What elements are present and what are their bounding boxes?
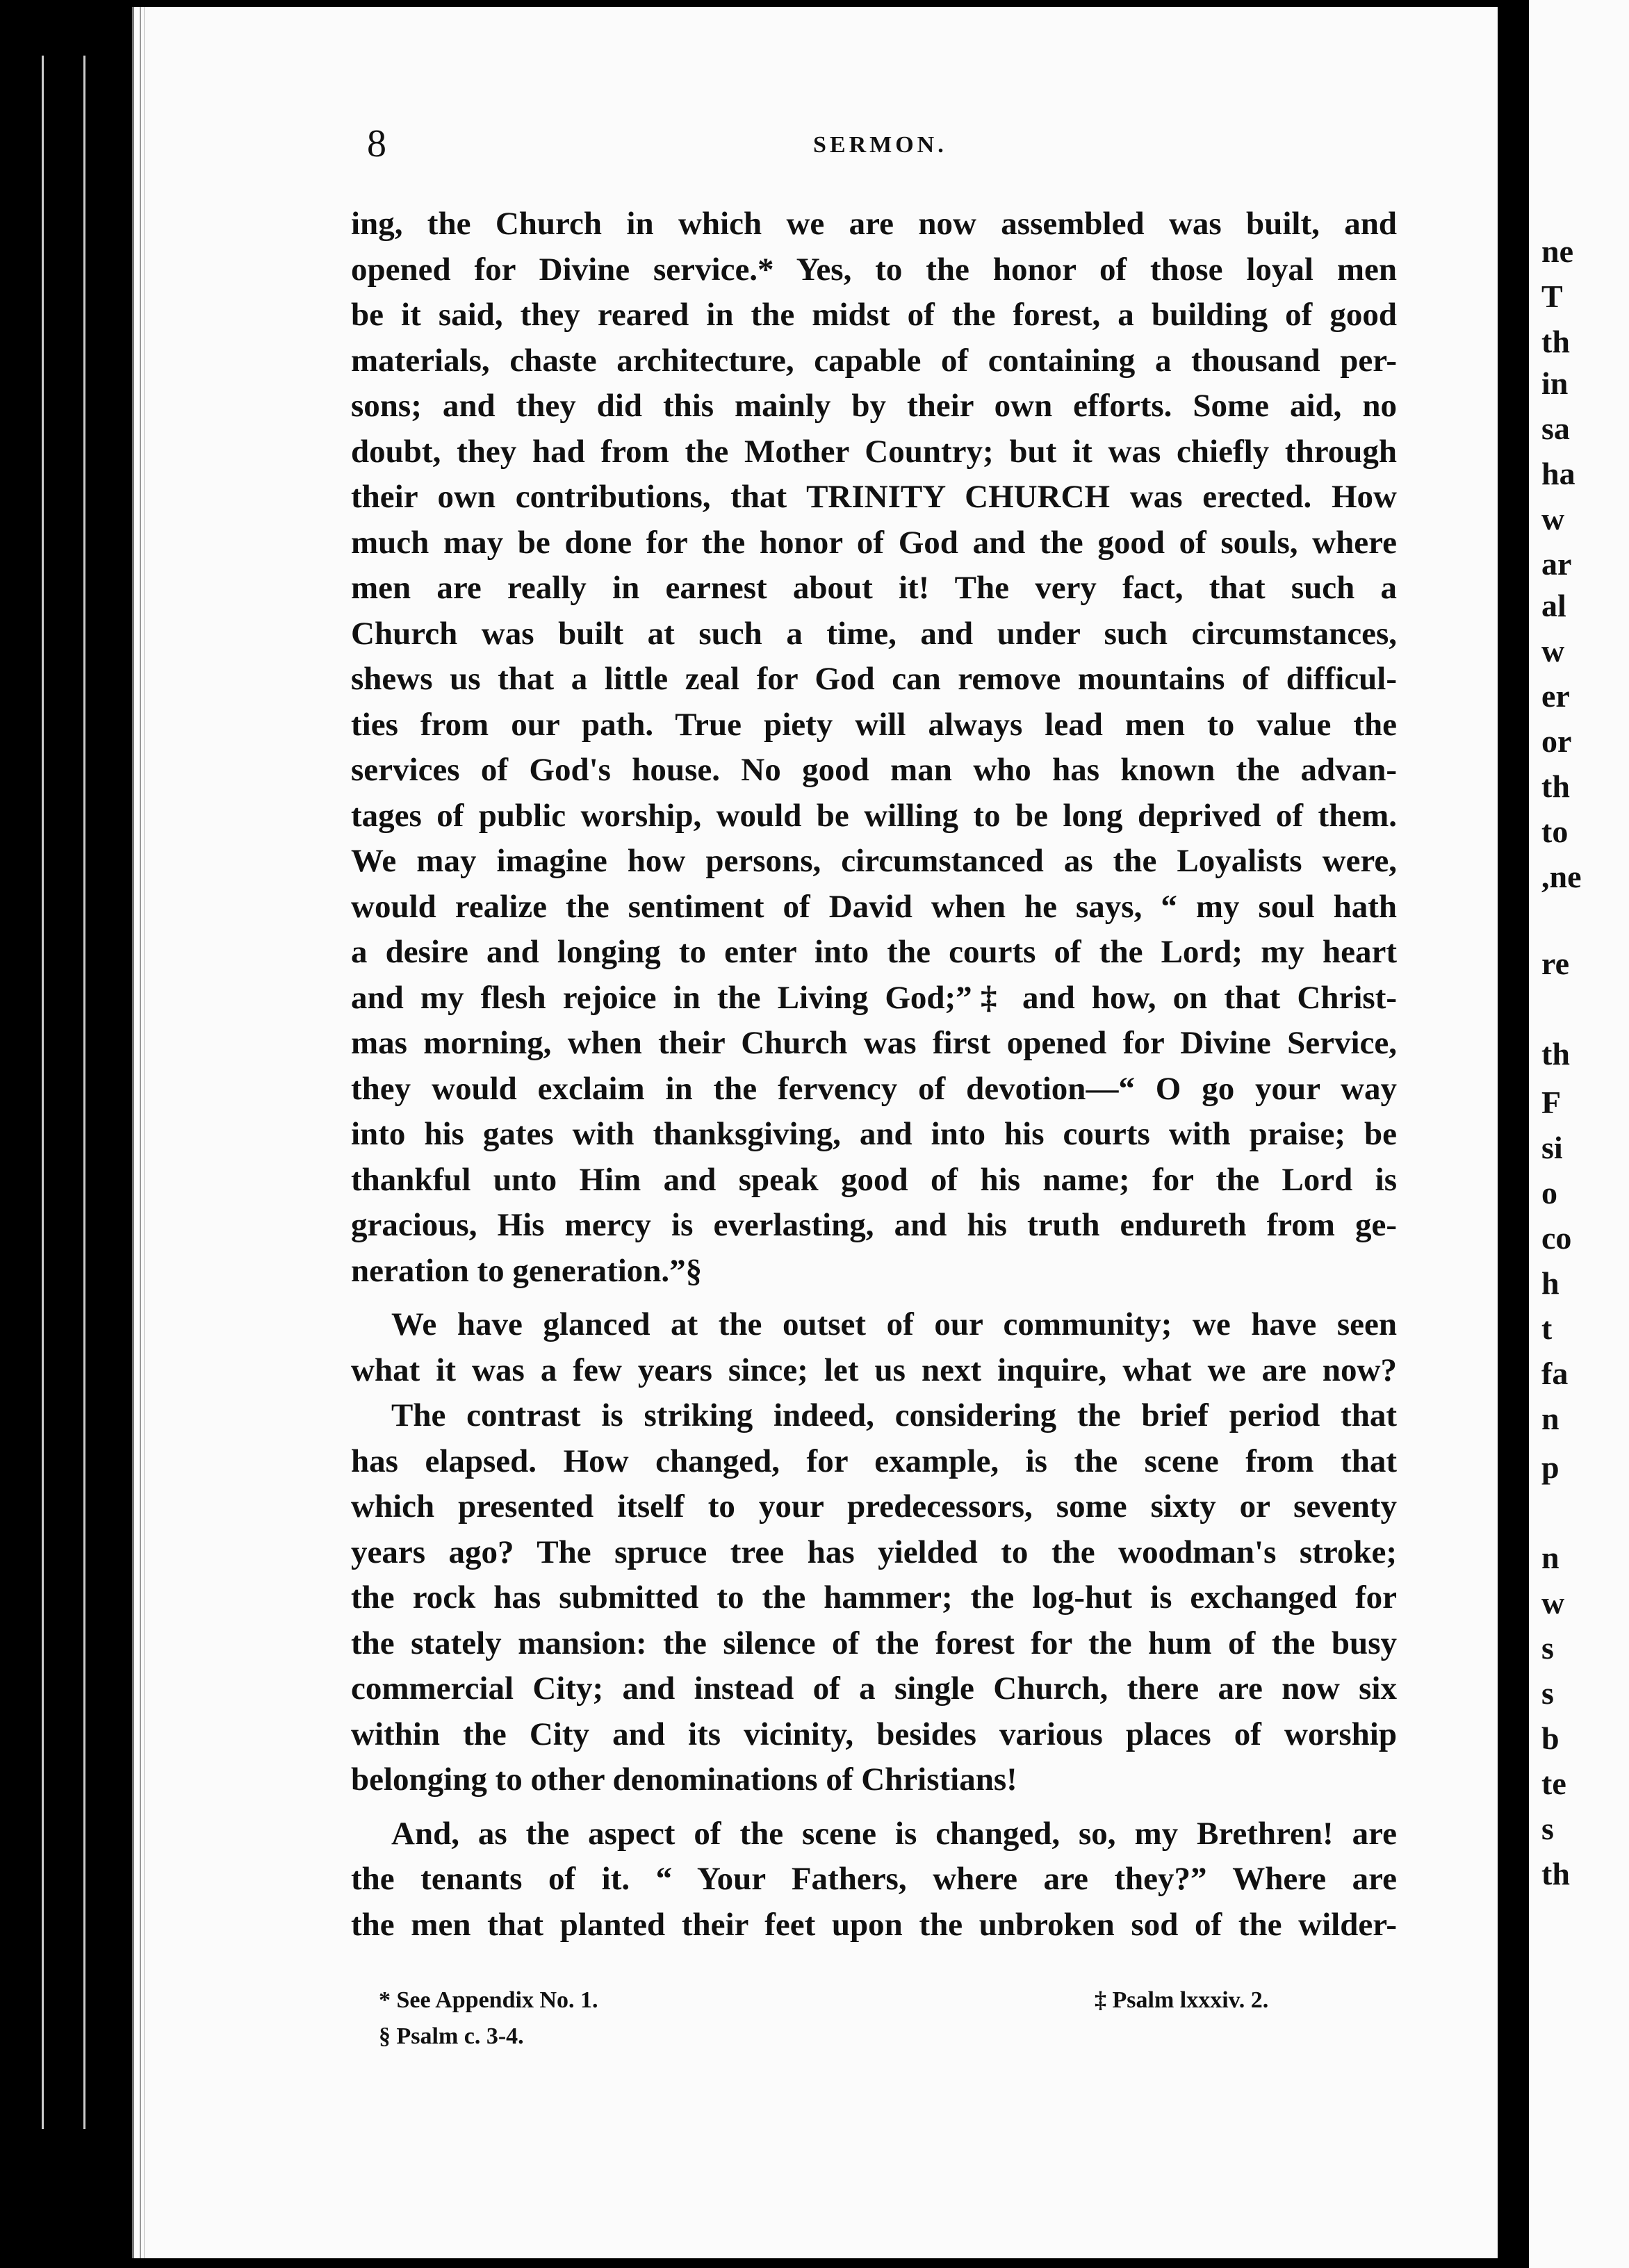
- adjacent-page-text: sa: [1541, 411, 1570, 446]
- adjacent-page-fragment: [1529, 0, 1629, 2268]
- text-line: which presented itself to your predecessors, some sixty or seventy: [351, 1488, 1397, 1525]
- text-line: thankful unto Him and speak good of his name; for the Lord is: [351, 1161, 1397, 1198]
- adjacent-page-text: h: [1541, 1265, 1560, 1301]
- text-line: ing, the Church in which we are now assembled was built, and: [351, 206, 1397, 242]
- adjacent-page-text: in: [1541, 365, 1569, 401]
- text-line: mas morning, when their Church was first opened for Divine Service,: [351, 1025, 1397, 1061]
- adjacent-page-text: co: [1541, 1220, 1572, 1256]
- text-line: and my flesh rejoice in the Living God;”‡ and how, on that Christ-: [351, 979, 1397, 1016]
- text-line: The contrast is striking indeed, considering the brief period that: [391, 1397, 1397, 1433]
- adjacent-page-text: ar: [1541, 546, 1572, 582]
- adjacent-page-text: n: [1541, 1401, 1560, 1436]
- footnote: ‡ Psalm lxxxiv. 2.: [1095, 1987, 1269, 2013]
- adjacent-page-text: re: [1541, 946, 1570, 981]
- text-line: the stately mansion: the silence of the forest for the hum of the busy: [351, 1625, 1397, 1661]
- adjacent-page-text: th: [1541, 324, 1570, 359]
- adjacent-page-text: o: [1541, 1175, 1557, 1210]
- adjacent-page-text: T: [1541, 279, 1563, 314]
- adjacent-page-text: te: [1541, 1766, 1566, 1801]
- page-number: 8: [367, 122, 386, 165]
- body-text: [351, 202, 1397, 1948]
- text-line: they would exclaim in the fervency of devotion—“ O go your way: [351, 1070, 1397, 1107]
- text-line: And, as the aspect of the scene is changed, so, my Brethren! are: [391, 1815, 1397, 1852]
- text-line: opened for Divine service.* Yes, to the honor of those loyal men: [351, 251, 1397, 288]
- text-line: the rock has submitted to the hammer; the log-hut is exchanged for: [351, 1579, 1397, 1616]
- adjacent-page-text: or: [1541, 723, 1572, 759]
- adjacent-page-text: th: [1541, 1036, 1570, 1071]
- text-line: years ago? The spruce tree has yielded to the woodman's stroke;: [351, 1534, 1397, 1570]
- text-line: within the City and its vicinity, besides various places of worship: [351, 1716, 1397, 1752]
- text-line: We may imagine how persons, circumstanced as the Loyalists were,: [351, 843, 1397, 879]
- text-line: be it said, they reared in the midst of the forest, a building of good: [351, 297, 1397, 333]
- adjacent-page-text: F: [1541, 1085, 1562, 1120]
- text-line: their own contributions, that TRINITY CHURCH was erected. How: [351, 479, 1397, 515]
- adjacent-page-text: ne: [1541, 233, 1573, 269]
- adjacent-page-text: fa: [1541, 1356, 1569, 1391]
- text-line: would realize the sentiment of David when he says, “ my soul hath: [351, 888, 1397, 925]
- scan-speck: [6, 1414, 26, 1429]
- text-line: the tenants of it. “ Your Fathers, where are they?” Where are: [351, 1861, 1397, 1897]
- scan-edge-line: [42, 56, 44, 2129]
- adjacent-page-text: al: [1541, 588, 1566, 623]
- text-line: doubt, they had from the Mother Country; but it was chiefly through: [351, 433, 1397, 470]
- adjacent-page-text: t: [1541, 1310, 1553, 1346]
- footnote: § Psalm c. 3-4.: [379, 2023, 524, 2049]
- adjacent-page-text: n: [1541, 1540, 1560, 1575]
- adjacent-page-text: s: [1541, 1675, 1554, 1711]
- adjacent-page-text: ha: [1541, 456, 1575, 491]
- text-line: sons; and they did this mainly by their own efforts. Some aid, no: [351, 388, 1397, 424]
- adjacent-page-text: ,ne: [1541, 859, 1582, 894]
- adjacent-page-text: w: [1541, 501, 1565, 536]
- text-line: neration to generation.”§: [351, 1252, 703, 1289]
- adjacent-page-text: s: [1541, 1630, 1554, 1666]
- text-line: shews us that a little zeal for God can remove mountains of difficul-: [351, 661, 1397, 697]
- text-line: has elapsed. How changed, for example, is the scene from that: [351, 1443, 1397, 1479]
- text-line: what it was a few years since; let us next inquire, what we are now?: [351, 1351, 1397, 1388]
- adjacent-page-text: to: [1541, 814, 1569, 849]
- text-line: a desire and longing to enter into the courts of the Lord; my heart: [351, 934, 1397, 970]
- text-line: tages of public worship, would be willing to be long deprived of them.: [351, 797, 1397, 834]
- adjacent-page-text: si: [1541, 1130, 1563, 1165]
- scan-edge-line: [83, 56, 85, 2129]
- text-line: men are really in earnest about it! The very fact, that such a: [351, 570, 1397, 606]
- text-line: belonging to other denominations of Christians!: [351, 1761, 1017, 1798]
- text-line: the men that planted their feet upon the unbroken sod of the wilder-: [351, 1906, 1397, 1943]
- running-head: SERMON.: [813, 132, 947, 158]
- scan-border-left: [0, 0, 136, 2268]
- text-line: materials, chaste architecture, capable of containing a thousand per-: [351, 342, 1397, 379]
- page-gutter: [1498, 0, 1529, 2268]
- adjacent-page-text: er: [1541, 678, 1570, 714]
- text-line: Church was built at such a time, and under such circumstances,: [351, 615, 1397, 652]
- adjacent-page-text: s: [1541, 1811, 1554, 1846]
- adjacent-page-text: w: [1541, 1585, 1565, 1620]
- text-line: gracious, His mercy is everlasting, and his truth endureth from ge-: [351, 1207, 1397, 1243]
- adjacent-page-text: b: [1541, 1720, 1560, 1756]
- adjacent-page-text: th: [1541, 769, 1570, 804]
- adjacent-page-text: th: [1541, 1856, 1570, 1891]
- adjacent-page-text: w: [1541, 633, 1565, 668]
- adjacent-page-text: p: [1541, 1449, 1560, 1485]
- text-line: We have glanced at the outset of our community; we have seen: [391, 1306, 1397, 1342]
- text-line: commercial City; and instead of a single Church, there are now six: [351, 1670, 1397, 1707]
- text-line: into his gates with thanksgiving, and into his courts with praise; be: [351, 1116, 1397, 1152]
- footnote: * See Appendix No. 1.: [379, 1987, 598, 2013]
- text-line: services of God's house. No good man who has known the advan-: [351, 752, 1397, 788]
- text-line: ties from our path. True piety will always lead men to value the: [351, 706, 1397, 743]
- text-line: much may be done for the honor of God and the good of souls, where: [351, 524, 1397, 561]
